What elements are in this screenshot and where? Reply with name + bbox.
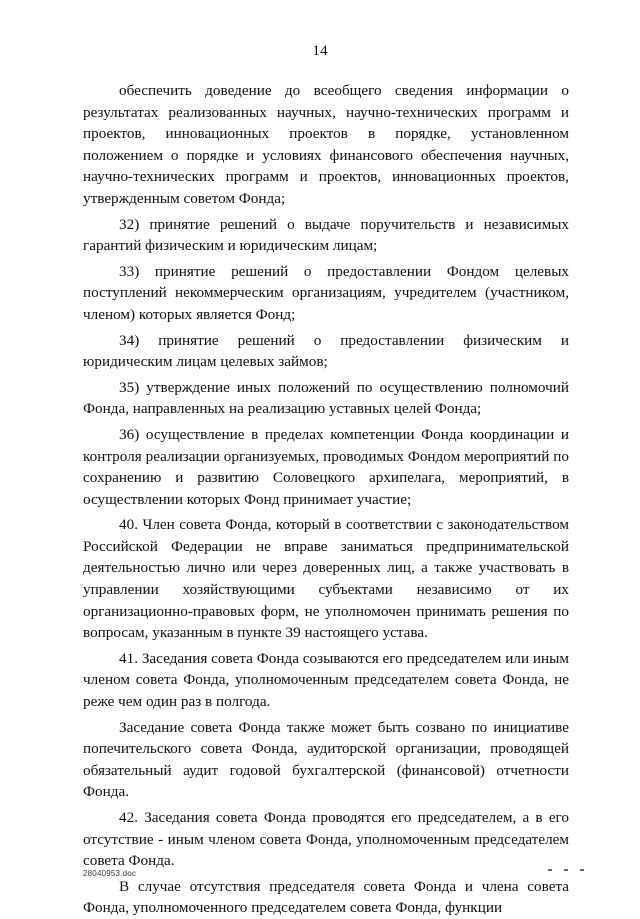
clause-41: 41. Заседания совета Фонда созываются его председателем или иным членом совета Фонда, уполномоченным председателем совета Фонда, не реже чем один раз в полгода.	[83, 649, 569, 711]
scan-marks	[548, 869, 584, 871]
clause-40: 40. Член совета Фонда, который в соответствии с законодательством Российской Федерации не вправе заниматься предпринимательской деятельностью лично или через доверенных лиц, а также участвовать в управлении хозяйствующими субъектами независимо от их организационно-правовых форм, не уполномочен принимать решения по вопросам, указанным в пункте 39 настоящего устава.	[83, 516, 569, 642]
document-body	[83, 80, 569, 919]
paragraph-continuation: обеспечить доведение до всеобщего сведения информации о результатах реализованных научных, научно-технических программ и проектов, инновационных проектов в порядке, установленном положением о порядке и условиях финансового обеспечения научных, научно-технических программ и проектов, инновационных проектов, утвержденным советом Фонда;	[83, 82, 569, 207]
list-item-32: 32) принятие решений о выдаче поручительств и независимых гарантий физическим и юридическим лицам;	[83, 215, 569, 255]
scan-mark	[548, 869, 552, 871]
clause-42-paragraph-2: В случае отсутствия председателя совета Фонда и члена совета Фонда, уполномоченного председателем совета Фонда, функции	[83, 877, 569, 917]
list-item-33: 33) принятие решений о предоставлении Фондом целевых поступлений некоммерческим организациям, учредителем (участником, членом) которых является Фонд;	[83, 262, 569, 323]
page-number: 14	[312, 42, 328, 59]
clause-41-paragraph-2: Заседание совета Фонда также может быть созвано по инициативе попечительского совета Фонда, аудиторской организации, проводящей обязательный аудит годовой бухгалтерской (финансовой) отчетности Фонда.	[83, 718, 569, 801]
clause-42: 42. Заседания совета Фонда проводятся его председателем, а в его отсутствие - иным членом совета Фонда, уполномоченным председателем совета Фонда.	[83, 809, 569, 870]
footer-file-name: 28040953.doc	[83, 869, 137, 878]
scan-mark	[564, 869, 568, 871]
list-item-34: 34) принятие решений о предоставлении физическим и юридическим лицам целевых займов;	[83, 331, 569, 371]
list-item-35: 35) утверждение иных положений по осуществлению полномочий Фонда, направленных на реализацию уставных целей Фонда;	[83, 378, 569, 418]
scan-mark	[580, 869, 584, 871]
list-item-36: 36) осуществление в пределах компетенции Фонда координации и контроля реализации организуемых, проводимых Фондом мероприятий по сохранению и развитию Соловецкого архипелага, мероприятий, в осуществлении которых Фонд принимает участие;	[83, 425, 569, 508]
